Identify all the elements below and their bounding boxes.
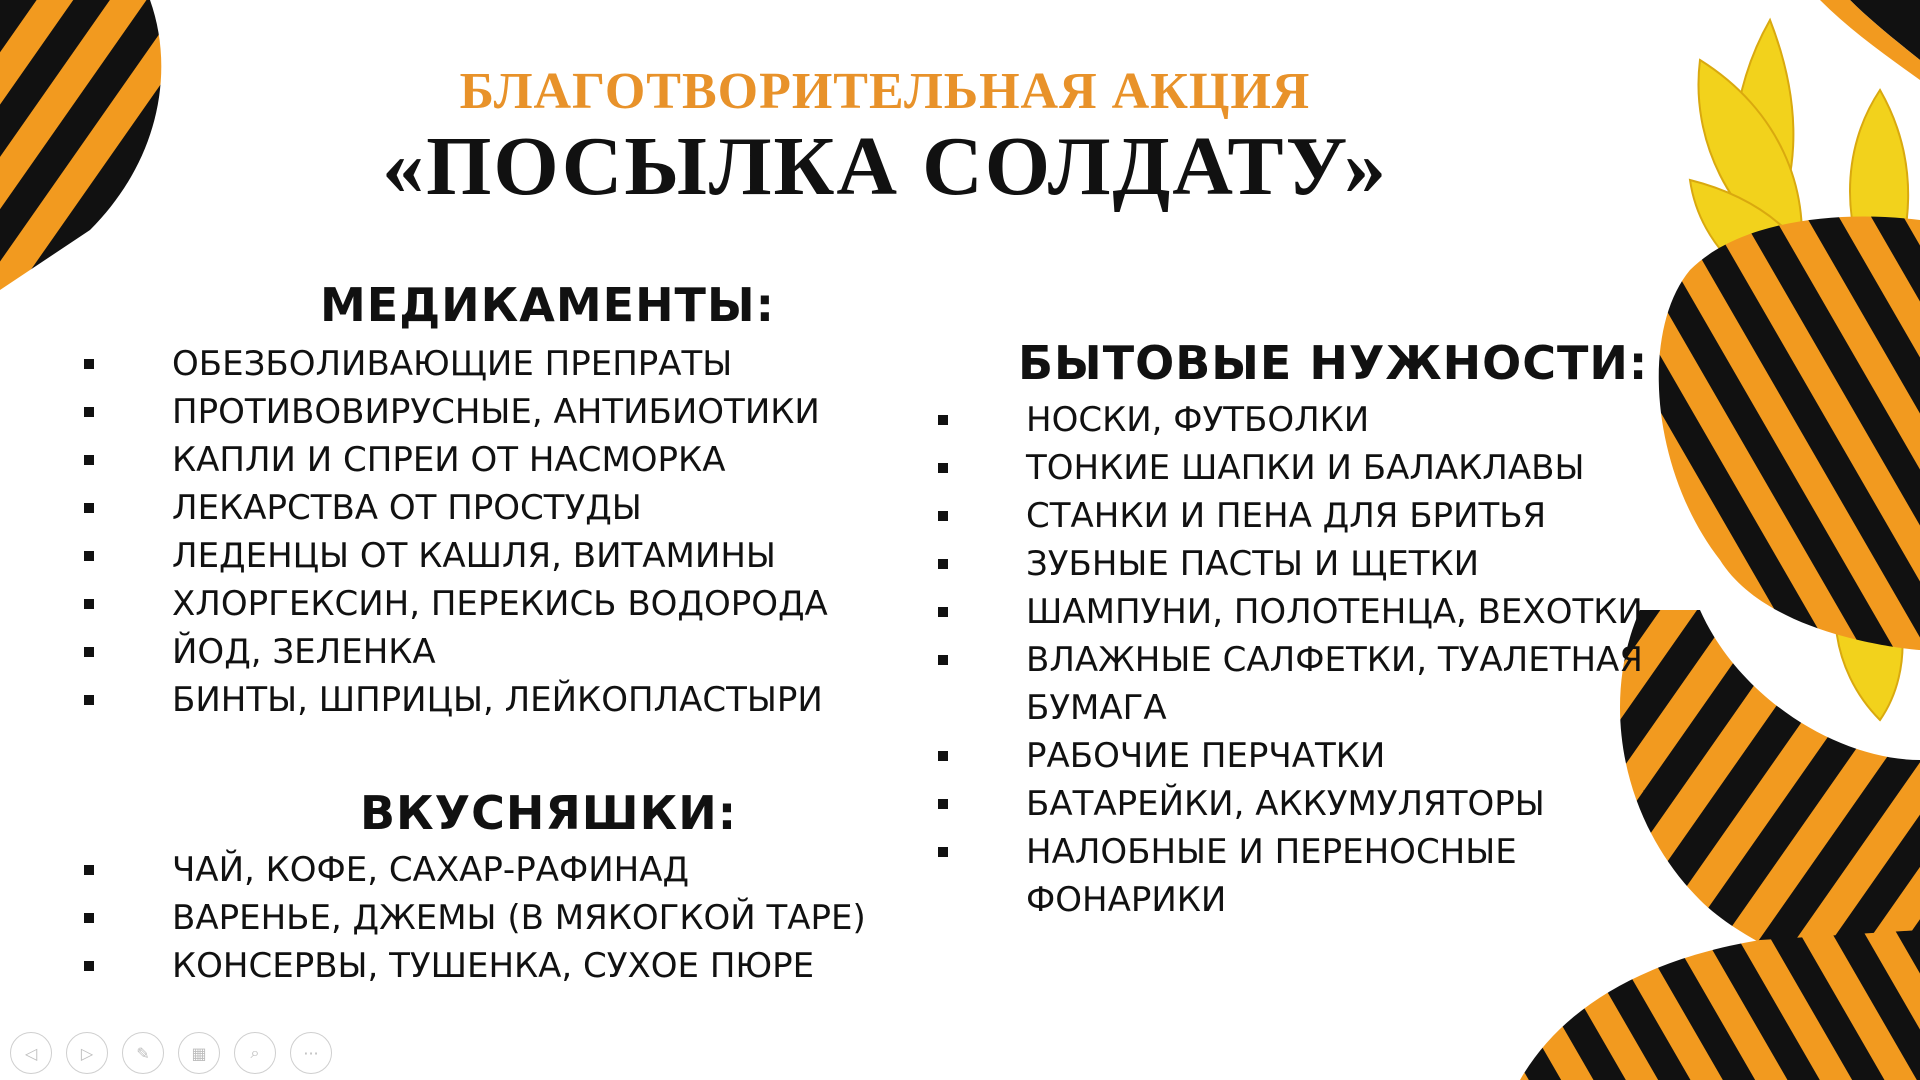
list-item: БИНТЫ, ШПРИЦЫ, ЛЕЙКОПЛАСТЫРИ — [84, 676, 828, 724]
list-item: ХЛОРГЕКСИН, ПЕРЕКИСЬ ВОДОРОДА — [84, 580, 828, 628]
household-list — [938, 396, 1643, 924]
slideshow-controls — [10, 1032, 332, 1074]
treats-heading: ВКУСНЯШКИ: — [360, 786, 738, 840]
previous-slide-button[interactable] — [10, 1032, 52, 1074]
pen-button[interactable] — [122, 1032, 164, 1074]
campaign-subtitle: БЛАГОТВОРИТЕЛЬНАЯ АКЦИЯ — [459, 63, 1311, 120]
slides-grid-icon: ▦ — [191, 1043, 207, 1063]
household-heading: БЫТОВЫЕ НУЖНОСТИ: — [1018, 336, 1649, 390]
medicines-heading: МЕДИКАМЕНТЫ: — [320, 278, 775, 332]
list-item: ЗУБНЫЕ ПАСТЫ И ЩЕТКИ — [938, 540, 1643, 588]
next-slide-icon: ▷ — [80, 1043, 94, 1063]
treats-list — [84, 846, 866, 990]
list-item: ЛЕКАРСТВА ОТ ПРОСТУДЫ — [84, 484, 828, 532]
list-item-line: БУМАГА — [1026, 688, 1167, 728]
list-item: ТОНКИЕ ШАПКИ И БАЛАКЛАВЫ — [938, 444, 1643, 492]
campaign-title: «ПОСЫЛКА СОЛДАТУ» — [382, 120, 1388, 213]
zoom-button[interactable] — [234, 1032, 276, 1074]
list-item: ВАРЕНЬЕ, ДЖЕМЫ (В МЯКОГКОЙ ТАРЕ) — [84, 894, 866, 942]
list-item: ШАМПУНИ, ПОЛОТЕНЦА, ВЕХОТКИ — [938, 588, 1643, 636]
previous-slide-icon: ◁ — [24, 1043, 38, 1063]
medicines-list — [84, 340, 828, 724]
list-item: НОСКИ, ФУТБОЛКИ — [938, 396, 1643, 444]
list-item: ОБЕЗБОЛИВАЮЩИЕ ПРЕПРАТЫ — [84, 340, 828, 388]
list-item: БАТАРЕЙКИ, АККУМУЛЯТОРЫ — [938, 780, 1643, 828]
list-item — [938, 636, 1643, 732]
list-item: ЧАЙ, КОФЕ, САХАР-РАФИНАД — [84, 846, 866, 894]
list-item: СТАНКИ И ПЕНА ДЛЯ БРИТЬЯ — [938, 492, 1643, 540]
list-item-line: ВЛАЖНЫЕ САЛФЕТКИ, ТУАЛЕТНАЯ — [1026, 640, 1643, 680]
more-options-button[interactable] — [290, 1032, 332, 1074]
list-item-line: ФОНАРИКИ — [1026, 880, 1227, 920]
zoom-icon: ⌕ — [250, 1043, 260, 1062]
list-item: ЛЕДЕНЦЫ ОТ КАШЛЯ, ВИТАМИНЫ — [84, 532, 828, 580]
pen-icon: ✎ — [136, 1043, 150, 1063]
list-item-line: НАЛОБНЫЕ И ПЕРЕНОСНЫЕ — [1026, 832, 1517, 872]
slides-grid-button[interactable] — [178, 1032, 220, 1074]
more-options-icon: ··· — [303, 1043, 319, 1063]
list-item: КОНСЕРВЫ, ТУШЕНКА, СУХОЕ ПЮРЕ — [84, 942, 866, 990]
list-item: КАПЛИ И СПРЕИ ОТ НАСМОРКА — [84, 436, 828, 484]
list-item: ПРОТИВОВИРУСНЫЕ, АНТИБИОТИКИ — [84, 388, 828, 436]
list-item — [938, 828, 1643, 924]
next-slide-button[interactable] — [66, 1032, 108, 1074]
ribbon-right-upper — [1600, 180, 1920, 680]
list-item: ЙОД, ЗЕЛЕНКА — [84, 628, 828, 676]
list-item: РАБОЧИЕ ПЕРЧАТКИ — [938, 732, 1643, 780]
